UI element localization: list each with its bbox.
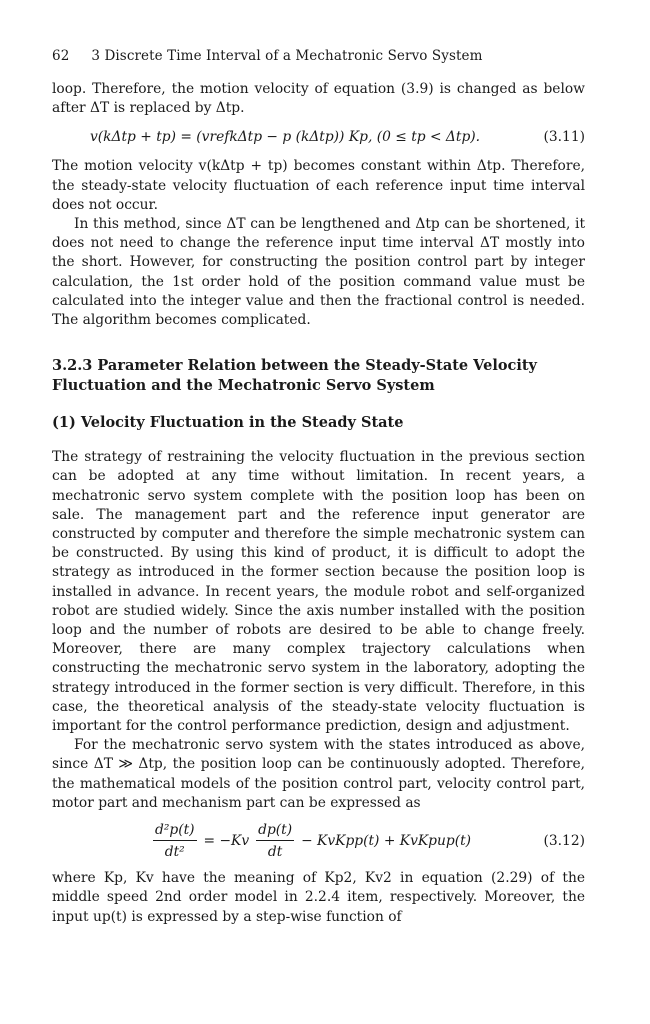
equation-mid: = −Kv <box>203 833 250 850</box>
equation-lhs-fraction: $\frac{\text{d²p(t)}}{\text{dt²}}$ <box>155 822 195 861</box>
page-number: 62 <box>52 48 70 64</box>
section-heading: 3.2.3 Parameter Relation between the Steady-State Velocity Fluctuation and the Mechatronic Servo System <box>52 357 537 394</box>
equation-3-11-expression: v(kΔtp + tp) = (vrefkΔtp − p (kΔtp)) Kp, (0 ≤ tp < Δtp). <box>90 129 481 146</box>
paragraph-6: where Kp, Kv have the meaning of Kp2, Kv2 in equation (2.29) of the middle speed 2nd order model in 2.2.4 item, respectively. Moreover, the input up(t) is expressed by a step-wise function of <box>52 870 585 925</box>
equation-3-11-number: (3.11) <box>543 129 585 146</box>
paragraph-5: For the mechatronic servo system with the states introduced as above, since ΔT ≫ Δtp, the position loop can be continuously adopted. Therefore, the mathematical models of the position control part, velocity control part, motor part and mechanism part can be expressed as <box>52 737 585 811</box>
equation-derivative-fraction: $\frac{dp(t)}{dt}$ <box>258 822 293 861</box>
equation-3-12 <box>52 821 585 861</box>
paragraph-2: The motion velocity v(kΔtp + tp) becomes constant within Δtp. Therefore, the steady-state velocity fluctuation of each reference input time interval does not occur. <box>52 158 585 213</box>
subsection-heading: (1) Velocity Fluctuation in the Steady State <box>52 414 404 432</box>
running-title: 3 Discrete Time Interval of a Mechatronic Servo System <box>91 48 483 64</box>
equation-3-12-expression <box>150 821 471 861</box>
equation-rhs: − KvKpp(t) + KvKpup(t) <box>301 833 472 850</box>
equation-3-12-number: (3.12) <box>543 833 585 850</box>
running-header <box>52 48 585 64</box>
paragraph-3: In this method, since ΔT can be lengthened and Δtp can be shortened, it does not need to change the reference input time interval ΔT mostly into the short. However, for constructing the position control part by integer calculation, the 1st order hold of the position command value must be calculated into the integer value and then the fractional control is needed. The algorithm becomes complicated. <box>52 216 585 329</box>
paragraph-4: The strategy of restraining the velocity fluctuation in the previous section can be adopted at any time without limitation. In recent years, a mechatronic servo system complete with the position loop has been on sale. The management part and the reference input generator are constructed by computer and therefore the simple mechatronic system can be constructed. By using this kind of product, it is difficult to adopt the strategy as introduced in the former section because the position loop is installed in advance. In recent years, the module robot and self-organized robot are studied widely. Since the axis number installed with the position loop and the number of robots are desired to be able to change freely. Moreover, there are many complex trajectory calculations when constructing the mechatronic servo system in the laboratory, adopting the strategy introduced in the former section is very difficult. Therefore, in this case, the theoretical analysis of the steady-state velocity fluctuation is important for the control performance prediction, design and adjustment. <box>52 449 585 735</box>
page-content <box>52 48 585 927</box>
paragraph-1: loop. Therefore, the motion velocity of equation (3.9) is changed as below after ΔT is replaced by Δtp. <box>52 81 585 117</box>
equation-3-11 <box>52 129 585 145</box>
